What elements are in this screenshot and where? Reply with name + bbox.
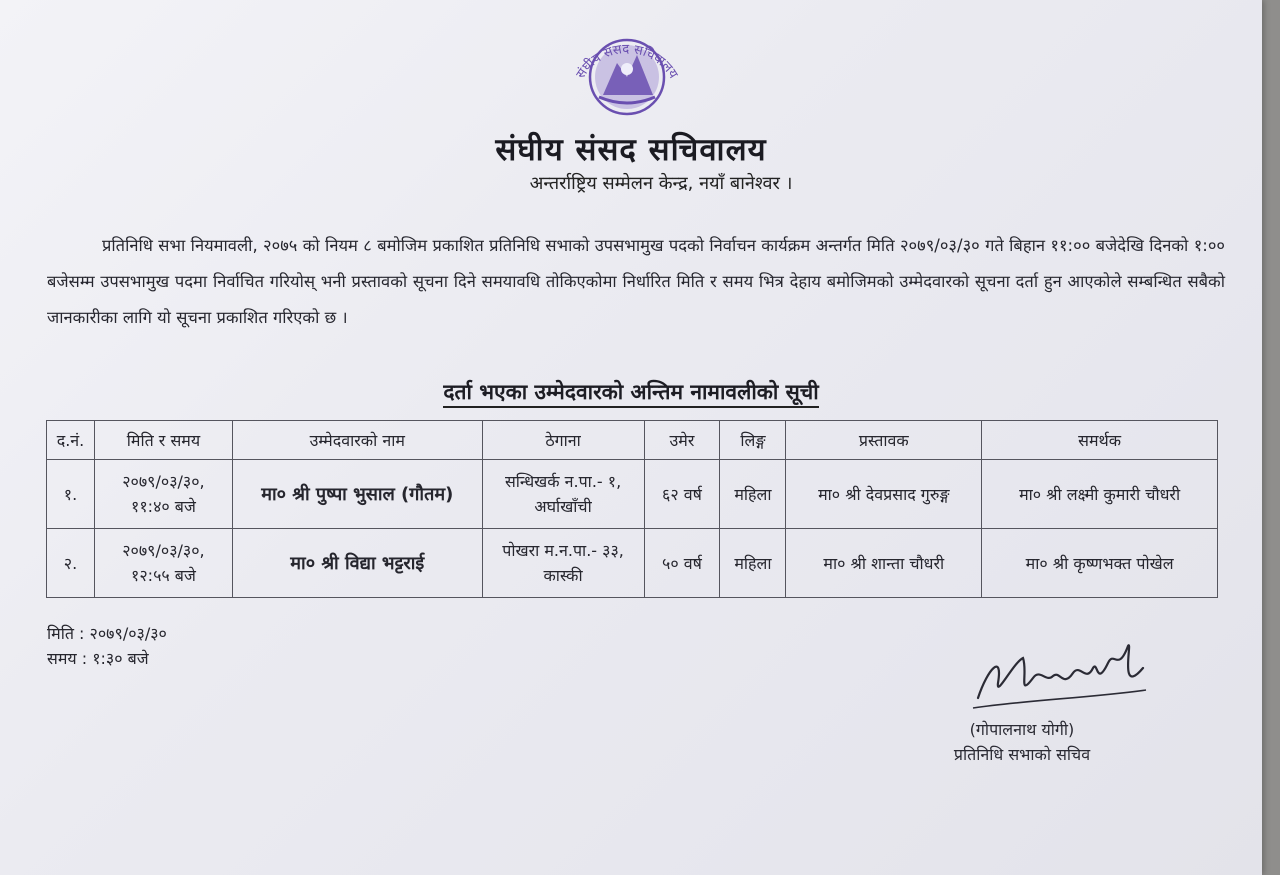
col-header-candidate-name: उम्मेदवारको नाम xyxy=(232,421,482,460)
org-address: अन्तर्राष्ट्रिय सम्मेलन केन्द्र, नयाँ बानेश्वर । xyxy=(529,173,793,194)
notice-paragraph: प्रतिनिधि सभा नियमावली, २०७५ को नियम ८ बमोजिम प्रकाशित प्रतिनिधि सभाको उपसभामुख पदको निर्वाचन कार्यक्रम अन्तर्गत मिति २०७९/०३/३० गते बिहान ११:०० बजेदेखि दिनको १:०० बजेसम्म उपसभामुख पदमा निर्वाचित गरियोस् भनी प्रस्तावको सूचना दिने समयावधि तोकिएकोमा निर्धारित मिति र समय भित्र देहाय बमोजिमको उम्मेदवारको सूचना दर्ता हुन आएकोले सम्बन्धित सबैको जानकारीका लागि यो सूचना प्रकाशित गरिएको छ । xyxy=(47,236,1225,327)
row-age: ५० वर्ष xyxy=(644,529,720,598)
row-age: ६२ वर्ष xyxy=(644,460,720,529)
row-gender: महिला xyxy=(720,460,786,529)
row-gender: महिला xyxy=(720,529,786,598)
signature-icon xyxy=(968,628,1153,718)
table-row xyxy=(47,529,1218,598)
row-date-time xyxy=(94,529,232,598)
parliament-emblem-icon xyxy=(555,25,700,137)
table-row xyxy=(47,460,1218,529)
list-heading xyxy=(0,378,1262,406)
signer-title: प्रतिनिधि सभाको सचिव xyxy=(953,745,1091,764)
col-header-date-time: मिति र समय xyxy=(94,421,232,460)
row-candidate-name: मा० श्री पुष्पा भुसाल (गौतम) xyxy=(232,460,482,529)
col-header-proposer: प्रस्तावक xyxy=(786,421,982,460)
row-address-line1: सन्धिखर्क न.पा.- १, xyxy=(504,472,622,491)
org-title: संघीय संसद सचिवालय xyxy=(495,132,767,168)
footer-time: समय : १:३० बजे xyxy=(47,649,149,668)
row-address-line1: पोखरा म.न.पा.- ३३, xyxy=(502,541,624,560)
row-date: २०७९/०३/३०, xyxy=(122,541,205,560)
emblem-text: संघीय संसद सचिवालय xyxy=(573,41,681,82)
row-serial: १. xyxy=(47,460,95,529)
row-proposer: मा० श्री देवप्रसाद गुरुङ्ग xyxy=(786,460,982,529)
footer-date: मिति : २०७९/०३/३० xyxy=(47,624,167,643)
col-header-gender: लिङ्ग xyxy=(720,421,786,460)
row-time: १२:५५ बजे xyxy=(131,566,196,585)
row-address-line2: अर्घाखाँची xyxy=(534,497,592,516)
list-heading-text: दर्ता भएका उम्मेदवारको अन्तिम नामावलीको सूची xyxy=(443,380,818,408)
row-date: २०७९/०३/३०, xyxy=(122,472,205,491)
row-date-time xyxy=(94,460,232,529)
col-header-serial: द.नं. xyxy=(47,421,95,460)
row-supporter: मा० श्री लक्ष्मी कुमारी चौधरी xyxy=(982,460,1218,529)
row-proposer: मा० श्री शान्ता चौधरी xyxy=(786,529,982,598)
row-address-line2: कास्की xyxy=(543,566,583,585)
row-candidate-name: मा० श्री विद्या भट्टराई xyxy=(232,529,482,598)
col-header-address: ठेगाना xyxy=(482,421,644,460)
row-address xyxy=(482,460,644,529)
col-header-supporter: समर्थक xyxy=(982,421,1218,460)
table-header-row xyxy=(47,421,1218,460)
signer-name: (गोपालनाथ योगी) xyxy=(969,720,1075,739)
candidate-table xyxy=(46,420,1218,598)
col-header-age: उमेर xyxy=(644,421,720,460)
row-serial: २. xyxy=(47,529,95,598)
row-supporter: मा० श्री कृष्णभक्त पोखेल xyxy=(982,529,1218,598)
row-time: ११:४० बजे xyxy=(131,497,196,516)
row-address xyxy=(482,529,644,598)
